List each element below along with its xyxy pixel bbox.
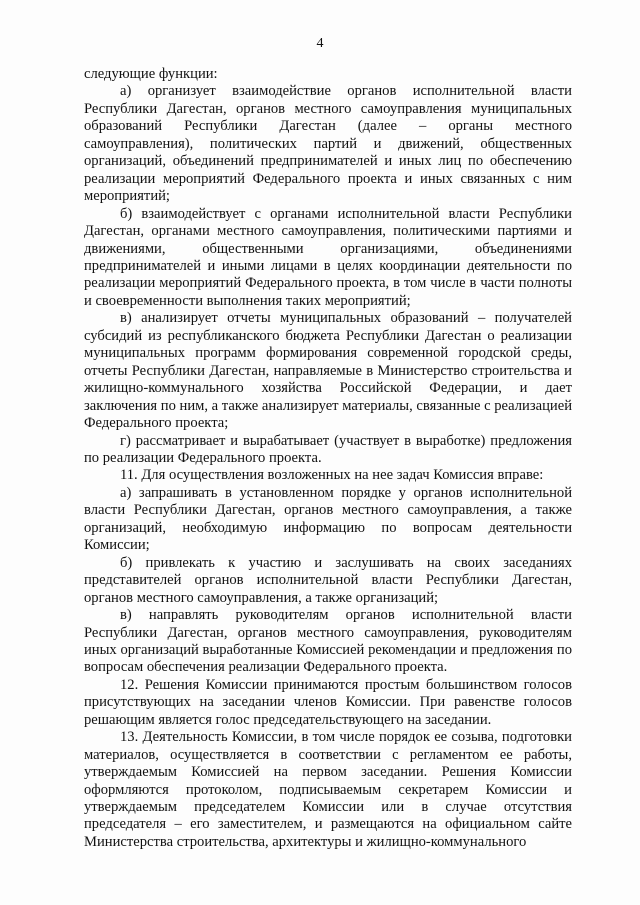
paragraph-item-b: б) взаимодействует с органами исполнительной власти Республики Дагестан, органами местного самоуправления, политическими партиями и движениями, общественными организациями, объединениями предпринимателей и иными лицами в целях координации деятельности по реализации мероприятий Федерального проекта, в том числе в части полноты и своевременности выполнения таких мероприятий;: [84, 205, 572, 309]
paragraph-item-v: в) анализирует отчеты муниципальных образований – получателей субсидий из республиканского бюджета Республики Дагестан о реализации муниципальных программ формирования современной городской среды, отчеты Республики Дагестан, направляемые в Министерство строительства и жилищно-коммунального хозяйства Российской Федерации, и дает заключения по ним, а также анализирует материалы, связанные с реализацией Федерального проекта;: [84, 310, 572, 432]
paragraph-clause-11-v: в) направлять руководителям органов исполнительной власти Республики Дагестан, органов местного самоуправления, руководителям иных организаций выработанные Комиссией рекомендации и предложения по вопросам обеспечения реализации Федерального проекта.: [84, 607, 572, 676]
paragraph-clause-11: 11. Для осуществления возложенных на нее задач Комиссия вправе:: [120, 467, 544, 484]
page-number: 4: [316, 36, 324, 51]
paragraph-clause-11-a: а) запрашивать в установленном порядке у органов исполнительной власти Республики Дагестан, органов местного самоуправления, а также организаций, необходимую информацию по вопросам деятельности Комиссии;: [84, 484, 572, 554]
document-body: [84, 66, 572, 851]
paragraph-clause-12: 12. Решения Комиссии принимаются простым большинством голосов присутствующих на заседании членов Комиссии. При равенстве голосов решающим является голос председательствующего на заседании.: [84, 676, 572, 728]
paragraph-intro: следующие функции:: [84, 66, 218, 82]
paragraph-item-a: а) организует взаимодействие органов исполнительной власти Республики Дагестан, органов местного самоуправления муниципальных образований Республики Дагестан (далее – органы местного самоуправления), политических партий и движений, общественных организаций, объединений предпринимателей и иных лиц по обеспечению реализации мероприятий Федерального проекта и иных связанных с ним мероприятий;: [84, 83, 572, 205]
paragraph-clause-13: 13. Деятельность Комиссии, в том числе порядок ее созыва, подготовки материалов, осуществляется в соответствии с регламентом ее работы, утверждаемым Комиссией на первом заседании. Решения Комиссии оформляются протоколом, подписываемым секретарем Комиссии и утверждаемым председателем Комиссии или в случае отсутствия председателя – его заместителем, и размещаются на официальном сайте Министерства строительства, архитектуры и жилищно-коммунального: [84, 729, 572, 850]
paragraph-clause-11-b: б) привлекать к участию и заслушивать на своих заседаниях представителей органов исполнительной власти Республики Дагестан, органов местного самоуправления, а также организаций;: [84, 554, 572, 606]
paragraph-item-g: г) рассматривает и вырабатывает (участвует в выработке) предложения по реализации Федерального проекта.: [84, 432, 572, 466]
